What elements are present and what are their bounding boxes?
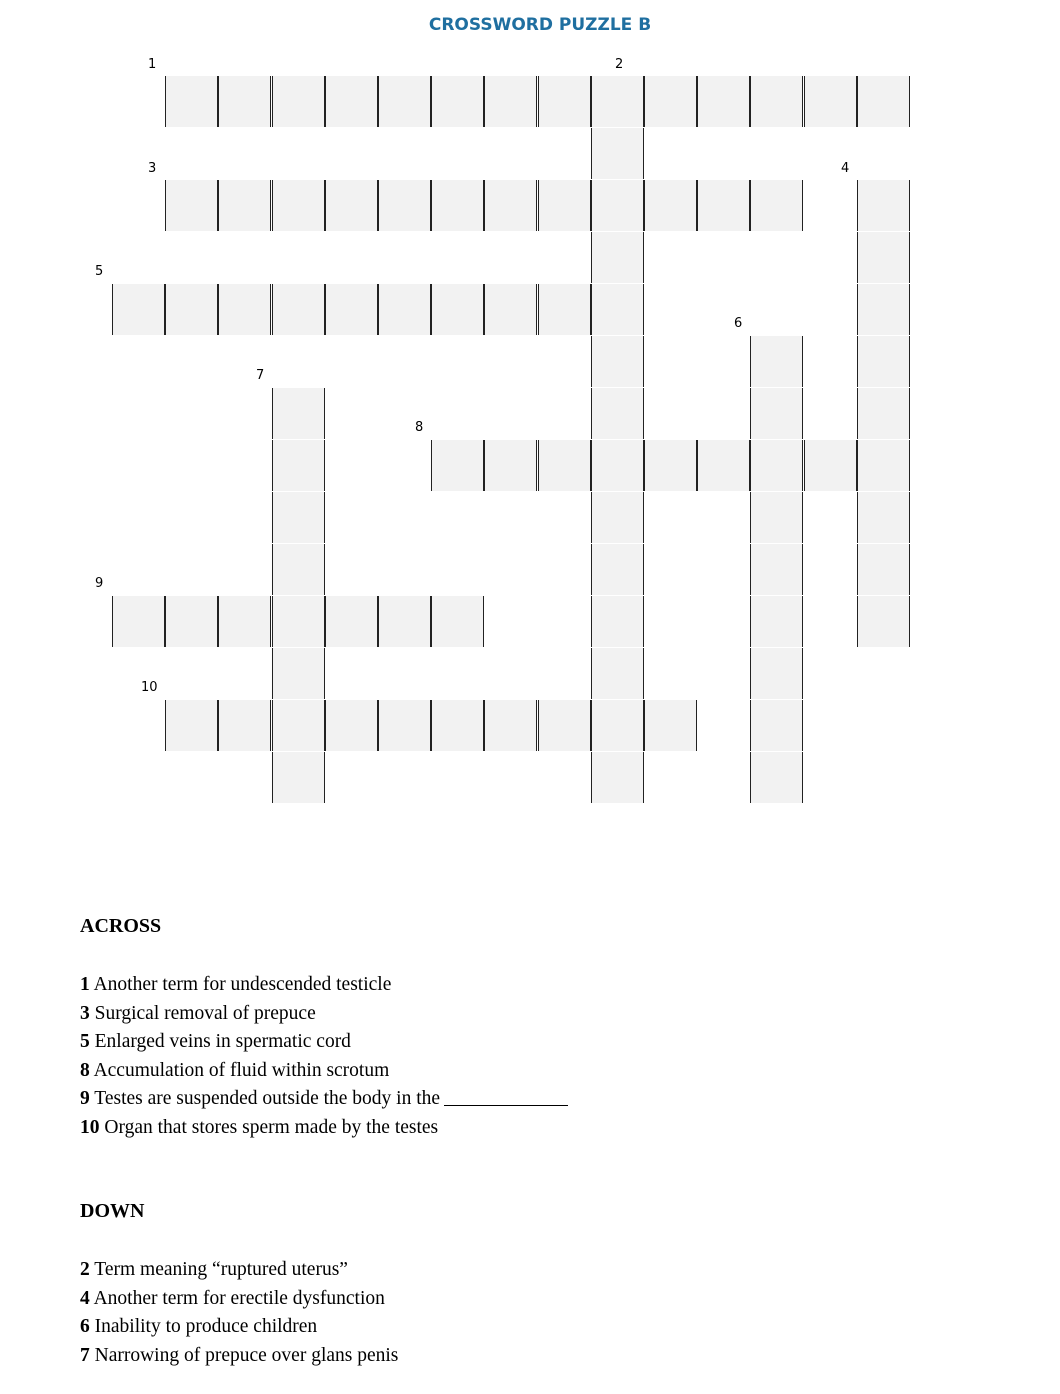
grid-cell[interactable] (750, 700, 803, 751)
grid-cell[interactable] (272, 284, 325, 335)
answer-blank (444, 1085, 568, 1106)
grid-cell[interactable] (750, 180, 803, 231)
grid-cell[interactable] (750, 440, 803, 491)
grid-cell[interactable] (218, 180, 271, 231)
grid-cell[interactable] (857, 544, 910, 595)
grid-cell[interactable] (165, 76, 218, 127)
grid-cell[interactable] (697, 440, 750, 491)
grid-cell[interactable] (272, 544, 325, 595)
grid-cell[interactable] (431, 440, 484, 491)
down-heading: DOWN (80, 1200, 145, 1222)
across-clue-list (80, 971, 568, 1142)
grid-cell[interactable] (431, 700, 484, 751)
grid-cell[interactable] (431, 284, 484, 335)
grid-cell[interactable] (378, 180, 431, 231)
grid-cell[interactable] (750, 492, 803, 543)
grid-cell[interactable] (591, 544, 644, 595)
grid-cell[interactable] (218, 700, 271, 751)
grid-cell[interactable] (804, 76, 857, 127)
grid-cell[interactable] (484, 76, 537, 127)
down-clue-6: 6 Inability to produce children (80, 1316, 318, 1337)
grid-cell[interactable] (272, 388, 325, 439)
grid-cell[interactable] (325, 284, 378, 335)
grid-cell[interactable] (750, 388, 803, 439)
clue-number-1: 1 (148, 57, 157, 72)
clue-number-2: 2 (615, 57, 624, 72)
grid-cell[interactable] (272, 700, 325, 751)
grid-cell[interactable] (431, 76, 484, 127)
grid-cell[interactable] (325, 76, 378, 127)
grid-cell[interactable] (644, 180, 697, 231)
clue-number-9: 9 (95, 576, 104, 591)
grid-cell[interactable] (378, 284, 431, 335)
grid-cell[interactable] (591, 440, 644, 491)
grid-cell[interactable] (591, 180, 644, 231)
grid-cell[interactable] (750, 336, 803, 387)
across-clue-9: 9 Testes are suspended outside the body in the (80, 1085, 568, 1114)
across-clue-1: 1 Another term for undescended testicle (80, 974, 392, 995)
grid-cell[interactable] (272, 648, 325, 699)
grid-cell[interactable] (644, 76, 697, 127)
grid-cell[interactable] (591, 128, 644, 179)
grid-cell[interactable] (591, 752, 644, 803)
grid-cell[interactable] (750, 76, 803, 127)
across-clue-10: 10 Organ that stores sperm made by the testes (80, 1116, 439, 1138)
grid-cell[interactable] (165, 284, 218, 335)
grid-cell[interactable] (272, 440, 325, 491)
grid-cell[interactable] (272, 180, 325, 231)
across-heading: ACROSS (80, 915, 162, 937)
puzzle-title: CROSSWORD PUZZLE B (428, 15, 652, 35)
grid-cell[interactable] (538, 76, 591, 127)
across-clue-5: 5 Enlarged veins in spermatic cord (80, 1031, 351, 1052)
grid-cell[interactable] (857, 440, 910, 491)
grid-cell[interactable] (272, 76, 325, 127)
grid-cell[interactable] (538, 180, 591, 231)
grid-cell[interactable] (484, 284, 537, 335)
clue-number-5: 5 (95, 264, 104, 279)
grid-cell[interactable] (750, 596, 803, 647)
grid-cell[interactable] (112, 596, 165, 647)
grid-cell[interactable] (538, 440, 591, 491)
grid-cell[interactable] (272, 492, 325, 543)
grid-cell[interactable] (431, 596, 484, 647)
grid-cell[interactable] (378, 596, 431, 647)
grid-cell[interactable] (857, 492, 910, 543)
grid-cell[interactable] (484, 700, 537, 751)
grid-cell[interactable] (484, 180, 537, 231)
grid-cell[interactable] (644, 700, 697, 751)
grid-cell[interactable] (591, 492, 644, 543)
grid-cell[interactable] (697, 76, 750, 127)
grid-cell[interactable] (112, 284, 165, 335)
grid-cell[interactable] (165, 700, 218, 751)
grid-cell[interactable] (857, 180, 910, 231)
grid-cell[interactable] (644, 440, 697, 491)
grid-cell[interactable] (591, 232, 644, 283)
grid-cell[interactable] (272, 596, 325, 647)
grid-cell[interactable] (325, 180, 378, 231)
grid-cell[interactable] (804, 440, 857, 491)
clue-number-10: 10 (141, 680, 158, 695)
grid-cell[interactable] (378, 76, 431, 127)
grid-cell[interactable] (218, 76, 271, 127)
down-clue-7: 7 Narrowing of prepuce over glans penis (80, 1344, 399, 1366)
grid-cell[interactable] (857, 336, 910, 387)
grid-cell[interactable] (857, 76, 910, 127)
grid-cell[interactable] (538, 700, 591, 751)
clue-number-8: 8 (415, 420, 424, 435)
grid-cell[interactable] (591, 284, 644, 335)
down-clue-list (80, 1256, 398, 1370)
across-clue-8: 8 Accumulation of fluid within scrotum (80, 1059, 390, 1081)
grid-cell[interactable] (857, 388, 910, 439)
grid-cell[interactable] (272, 752, 325, 803)
clue-number-3: 3 (148, 161, 157, 176)
grid-cell[interactable] (591, 336, 644, 387)
grid-cell[interactable] (325, 596, 378, 647)
grid-cell[interactable] (165, 596, 218, 647)
grid-cell[interactable] (591, 76, 644, 127)
clue-number-7: 7 (256, 368, 265, 383)
grid-cell[interactable] (750, 544, 803, 595)
grid-cell[interactable] (591, 700, 644, 751)
clue-number-6: 6 (734, 316, 743, 331)
grid-cell[interactable] (591, 388, 644, 439)
grid-cell[interactable] (697, 180, 750, 231)
grid-cell[interactable] (591, 596, 644, 647)
grid-cell[interactable] (165, 180, 218, 231)
down-clue-2: 2 Term meaning “ruptured uterus” (80, 1259, 348, 1280)
grid-cell[interactable] (857, 596, 910, 647)
grid-cell[interactable] (857, 284, 910, 335)
grid-cell[interactable] (431, 180, 484, 231)
grid-cell[interactable] (378, 700, 431, 751)
grid-cell[interactable] (750, 648, 803, 699)
across-clue-3: 3 Surgical removal of prepuce (80, 1002, 316, 1024)
grid-cell[interactable] (857, 232, 910, 283)
clue-number-4: 4 (841, 161, 850, 176)
grid-cell[interactable] (325, 700, 378, 751)
grid-cell[interactable] (750, 752, 803, 803)
grid-cell[interactable] (218, 284, 271, 335)
grid-cell[interactable] (484, 440, 537, 491)
grid-cell[interactable] (591, 648, 644, 699)
down-clue-4: 4 Another term for erectile dysfunction (80, 1287, 385, 1309)
grid-cell[interactable] (218, 596, 271, 647)
grid-cell[interactable] (538, 284, 591, 335)
